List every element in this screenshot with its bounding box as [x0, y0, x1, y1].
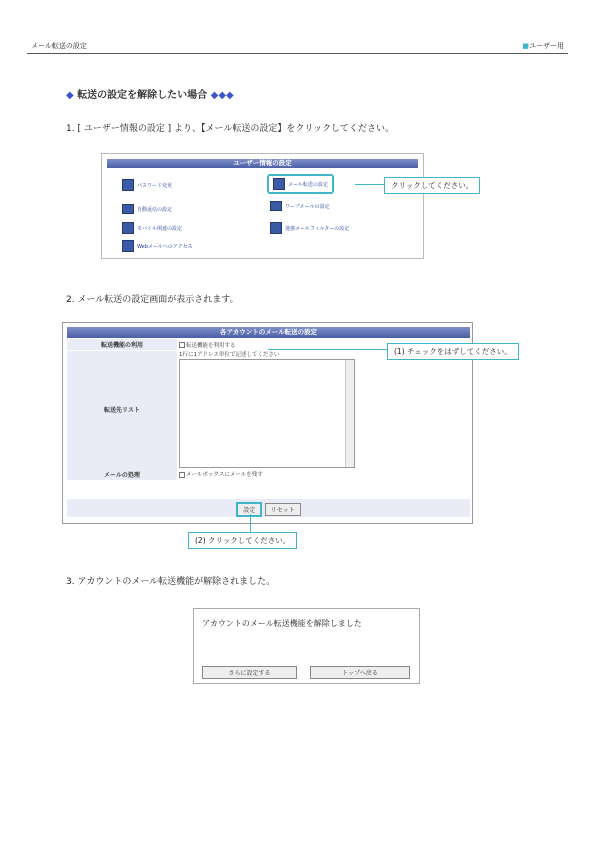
header-title: メール転送の設定	[31, 42, 87, 50]
forward-checkbox-row[interactable]: 転送機能を利用する	[177, 339, 470, 350]
row-label-forward-use: 転送機能の利用	[67, 339, 177, 350]
done-message: アカウントのメール転送機能を解除しました	[202, 619, 362, 628]
forward-form-table	[67, 339, 470, 480]
panel-title: ユーザー情報の設定	[107, 159, 418, 168]
row-label-mail-handling: メールの処理	[67, 468, 177, 480]
keep-mail-checkbox[interactable]	[179, 472, 185, 478]
menu-webmail-access[interactable]: Webメールへのアクセス	[122, 240, 193, 252]
webmail-icon	[122, 240, 134, 252]
reset-button[interactable]: リセット	[265, 503, 301, 516]
menu-spam-filter[interactable]: 迷惑メールフィルターの設定	[270, 222, 349, 234]
forward-list-textarea[interactable]	[179, 359, 355, 468]
key-icon	[122, 179, 134, 191]
forward-hint: 1行に1アドレス単位で記述してください	[179, 352, 280, 358]
diamonds-icon: ◆◆◆	[210, 90, 234, 101]
form-title: 各アカウントのメール転送の設定	[67, 327, 470, 338]
filter-icon	[270, 222, 282, 234]
forward-checkbox[interactable]	[179, 342, 185, 348]
forward-list-cell	[177, 350, 470, 468]
set-button[interactable]: 設定	[236, 502, 262, 517]
uncheck-callout: (1) チェックをはずしてください。	[387, 343, 519, 360]
menu-auto-reply[interactable]: 自動返信の設定	[122, 204, 172, 214]
row-label-forward-list: 転送先リスト	[67, 350, 177, 468]
keep-mail-row[interactable]: メールボックスにメールを残す	[177, 468, 470, 480]
menu-mail-forward[interactable]: メール転送の設定	[267, 174, 334, 194]
menu-warp-mail[interactable]: ワープメールの設定	[270, 201, 329, 211]
step3-text: 3. アカウントのメール転送機能が解除されました。	[66, 577, 276, 587]
click-callout-1: クリックしてください。	[384, 177, 480, 194]
step2-text: 2. メール転送の設定画面が表示されます。	[66, 295, 239, 305]
forward-icon	[273, 178, 285, 190]
step1-text: 1. [ ユーザー情報の設定 ] より、【メール転送の設定】をクリックしてください。	[66, 124, 395, 134]
reply-icon	[122, 204, 134, 214]
menu-password-change[interactable]: パスワード変更	[122, 179, 172, 191]
section-title: ◆ 転送の設定を解除したい場合 ◆◆◆	[66, 90, 234, 101]
textarea-scrollbar[interactable]	[345, 360, 354, 467]
diamond-icon: ◆	[66, 90, 74, 101]
form-buttons-bar	[67, 499, 470, 517]
user-settings-panel	[101, 153, 424, 259]
callout-line	[355, 184, 385, 185]
menu-mobile-settings[interactable]: モバイル関連の設定	[122, 222, 182, 234]
more-settings-button[interactable]: さらに設定する	[202, 666, 297, 679]
click-callout-2: (2) クリックしてください。	[188, 532, 297, 549]
warp-icon	[270, 201, 282, 211]
header-audience: ■ユーザー用	[522, 42, 564, 50]
mobile-icon	[122, 222, 134, 234]
callout-line-1	[268, 349, 388, 350]
page-header	[27, 39, 568, 54]
done-dialog	[193, 608, 420, 684]
back-to-top-button[interactable]: トップへ戻る	[310, 666, 410, 679]
